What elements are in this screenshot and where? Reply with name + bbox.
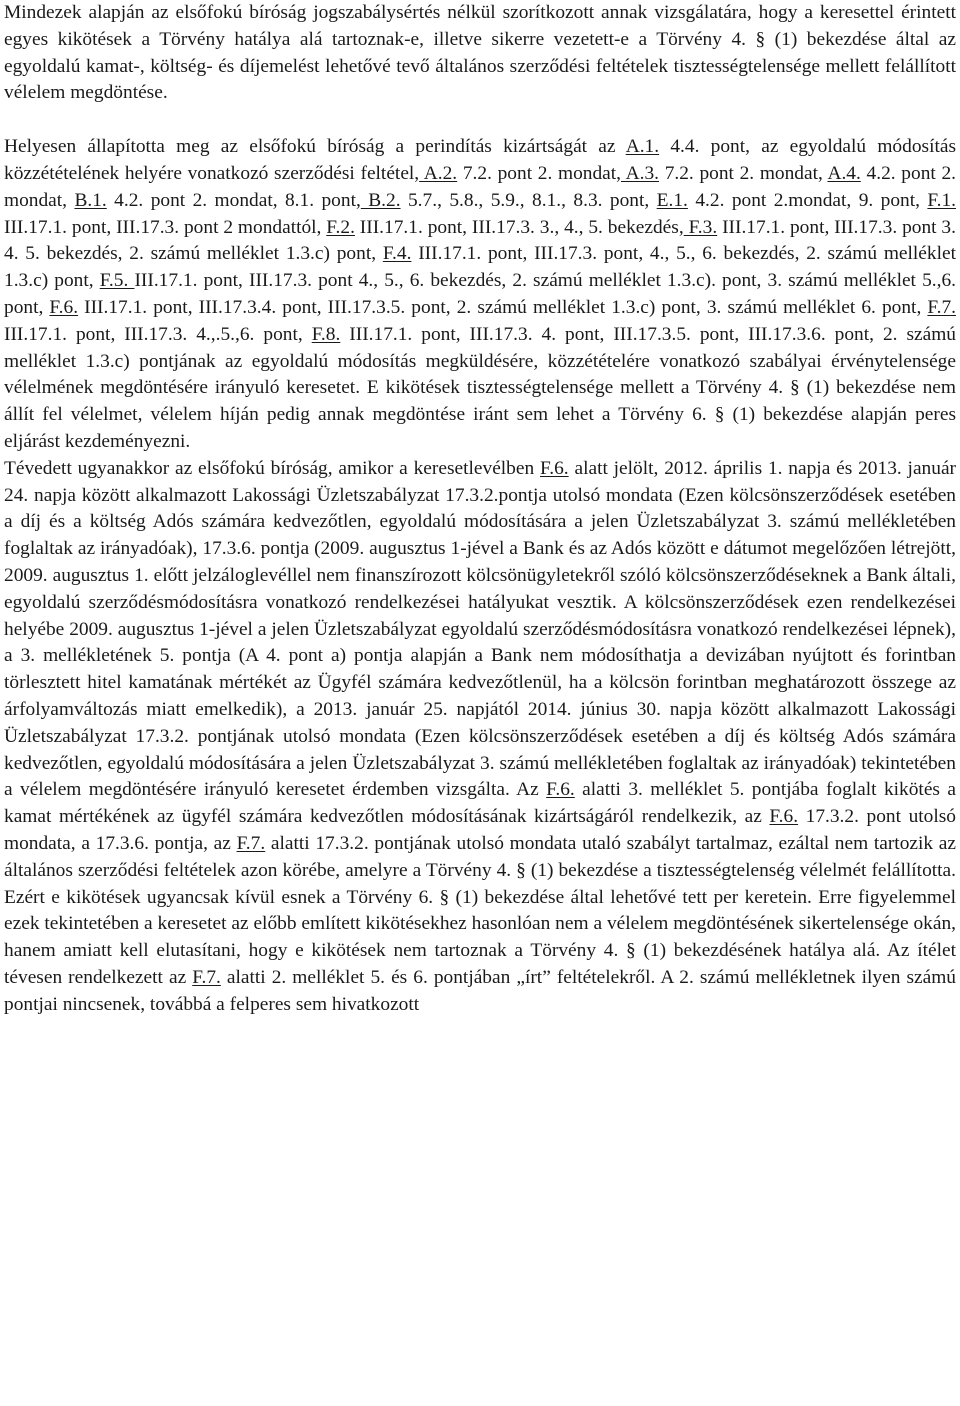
text-run: 17.3.2. pont utolsó mondata, a 17.3.6. pontja, az [4, 806, 956, 854]
text-run: Tévedett ugyanakkor az elsőfokú bíróság, amikor a keresetlevélben [4, 457, 541, 479]
text-run: alatti 2. melléklet 5. és 6. pontjában „írt” feltételekről. A 2. számú mellékletnek ilyen számú pontjai nincsenek, továbbá a felperes sem hivatkozott [4, 966, 957, 1015]
text-run: III.17.1. pont, III.17.3. 4.,.5.,6. pont, [4, 323, 312, 345]
text-run: alatti 3. melléklet 5. pontjába foglalt kikötés a kamat mértékének az ügyfél számára kedvezőtlen módosításának kizártságáról rendelkezik, az [4, 779, 956, 828]
reference-label: B.1. [74, 189, 107, 211]
text-run: alatt jelölt, 2012. április 1. napja és 2013. január 24. napja között alkalmazott Lakossági Üzletszabályzat 17.3.2.pontja utolsó mondata (Ezen kölcsönszerződések esetében a díj és a költség Adós számára kedvezőtlen, egyoldalú módosítására a jelen Üzletszabályzat 3. számú mellékletében foglaltak az irányadóak), 17.3.6. pontja (2009. augusztus 1-jével a Bank és az Adós között e dátumot megelőzően létrejött, 2009. augusztus 1. előtt jelzáloglevéllel nem finanszírozott kölcsönügyletekről szóló kölcsönszerződéseknek a Bank általi, egyoldalú szerződésmódosításra vonatkozó rendelkezései hatályukat vesztik. A kölcsönszerződések ezen rendelkezései helyébe 2009. augusztus 1-jével a jelen Üzletszabályzat egyoldalú szerződésmódosításra vonatkozó rendelkezései lépnek), a 3. mellékletének 5. pontja (A 4. pont a) pontja alapján a Bank nem módosíthatja a devizában nyújtott és forintban törlesztett hitel kamatának mértékét az Ügyfél számára kedvezőtlenül, ha a kölcsön forintban meghatározott összege az árfolyamváltozás miatt emelkedik), a 2013. január 25. napjától 2014. június 30. napja között alkalmazott Lakossági Üzletszabályzat 17.3.2. pontjának utolsó mondata (Ezen kölcsönszerződések esetében a díj és költség Adós számára kedvezőtlen, egyoldalú módosítására a jelen Üzletszabályzat 3. számú mellékletében foglaltak az irányadóak) tekintetében a vélelem megdöntésére irányuló keresetet érdemben vizsgálta. Az [4, 457, 957, 801]
text-run: III.17.1. pont, III.17.3. pont 3. 4. 5. bekezdés, 2. számú melléklet 1.3.c) pont, [4, 216, 956, 265]
text-run: III.17.1. pont, III.17.3. 3., 4., 5. bekezdés, [354, 216, 684, 238]
reference-label: F.6. [49, 296, 79, 318]
reference-label: A.3. [621, 162, 660, 184]
text-run: III.17.1. pont, III.17.3. pont 2 mondattól, [4, 216, 327, 238]
reference-label: F.1. [927, 189, 957, 211]
reference-label: F.2. [326, 216, 355, 238]
reference-label: F.5. [99, 270, 135, 292]
paragraph-1 [4, 0, 956, 107]
reference-label: F.7. [236, 832, 266, 854]
paragraph-3 [4, 456, 956, 1019]
reference-label: E.1. [656, 189, 688, 211]
text-run: 4.4. pont, az egyoldalú módosítás közzétételének helyére vonatkozó szerződési feltétel, [4, 136, 956, 184]
text-run: 4.2. pont 2. mondat, 8.1. pont, [106, 189, 361, 211]
paragraph-2 [4, 134, 956, 456]
text-run: III.17.1. pont, III.17.3.4. pont, III.17.3.5. pont, 2. számú melléklet 1.3.c) pont, 3. számú melléklet 6. pont, [78, 296, 928, 318]
text-run: Mindezek alapján az elsőfokú bíróság jogszabálysértés nélkül szorítkozott annak vizsgálatára, hogy a keresettel érintett egyes kikötések a Törvény hatálya alá tartoznak-e, illetve sikerre vezetett-e a Törvény 4. § (1) bekezdése által az egyoldalú kamat-, költség- és díjemelést lehetővé tevő általános szerződési feltételek tisztességtelensége mellett felállított vélelem megdöntése. [4, 2, 956, 104]
reference-label: F.6. [769, 806, 799, 828]
reference-label: F.6. [540, 457, 569, 479]
text-run: 7.2. pont 2. mondat, [659, 162, 828, 184]
reference-label: F.3. [683, 216, 718, 238]
text-run: 4.2. pont 2.mondat, 9. pont, [687, 189, 928, 211]
reference-label: A.4. [827, 162, 861, 184]
text-run: Helyesen állapította meg az elsőfokú bíróság a perindítás kizártságát az [4, 136, 626, 158]
reference-label: F.7. [927, 296, 957, 318]
reference-label: B.2. [360, 189, 401, 211]
text-run: 7.2. pont 2. mondat, [457, 162, 621, 184]
reference-label: F.4. [382, 243, 412, 265]
reference-label: F.8. [311, 323, 341, 345]
text-run: 4.2. pont 2. mondat, [4, 162, 956, 211]
reference-label: A.2. [419, 162, 458, 184]
reference-label: A.1. [625, 136, 660, 158]
text-run: III.17.1. pont, III.17.3. pont, 4., 5., 6. bekezdés, 2. számú melléklet 1.3.c) pont, [4, 243, 956, 292]
reference-label: F.6. [546, 779, 575, 801]
text-run: III.17.1. pont, III.17.3. pont 4., 5., 6. bekezdés, 2. számú melléklet 1.3.c). pont, 3. számú melléklet 5.,6. pont, [4, 270, 956, 318]
reference-label: F.7. [192, 966, 221, 988]
text-run: 5.7., 5.8., 5.9., 8.1., 8.3. pont, [400, 189, 657, 211]
text-run: III.17.1. pont, III.17.3. 4. pont, III.17.3.5. pont, III.17.3.6. pont, 2. számú melléklet 1.3.c) pontjának az egyoldalú módosítás megküldésére, közzétételére vonatkozó szabályai érvénytelensége vélelmének megdöntésére irányuló keresetet. E kikötések tisztességtelensége mellett a Törvény 4. § (1) bekezdése nem állít fel vélelmet, vélelem híján pedig annak megdöntése iránt sem lehet a Törvény 6. § (1) bekezdése alapján peres eljárást kezdeményezni. [4, 323, 956, 452]
text-run: alatti 17.3.2. pontjának utolsó mondata utaló szabályt tartalmaz, ezáltal nem tartozik az általános szerződési feltételek azon körébe, amelyre a Törvény 4. § (1) bekezdése a tisztességtelenség vélelmét felállította. Ezért e kikötések ugyancsak kívül esnek a Törvény 6. § (1) bekezdése által lehetővé tett per keretein. Erre figyelemmel ezek tekintetében a keresetet az előbb említett kikötésekhez hasonlóan nem a vélelem megdöntésének sikertelensége okán, hanem amiatt kell elutasítani, hogy e kikötések nem tartoznak a Törvény 4. § (1) bekezdésének hatálya alá. Az ítélet tévesen rendelkezett az [4, 832, 956, 988]
